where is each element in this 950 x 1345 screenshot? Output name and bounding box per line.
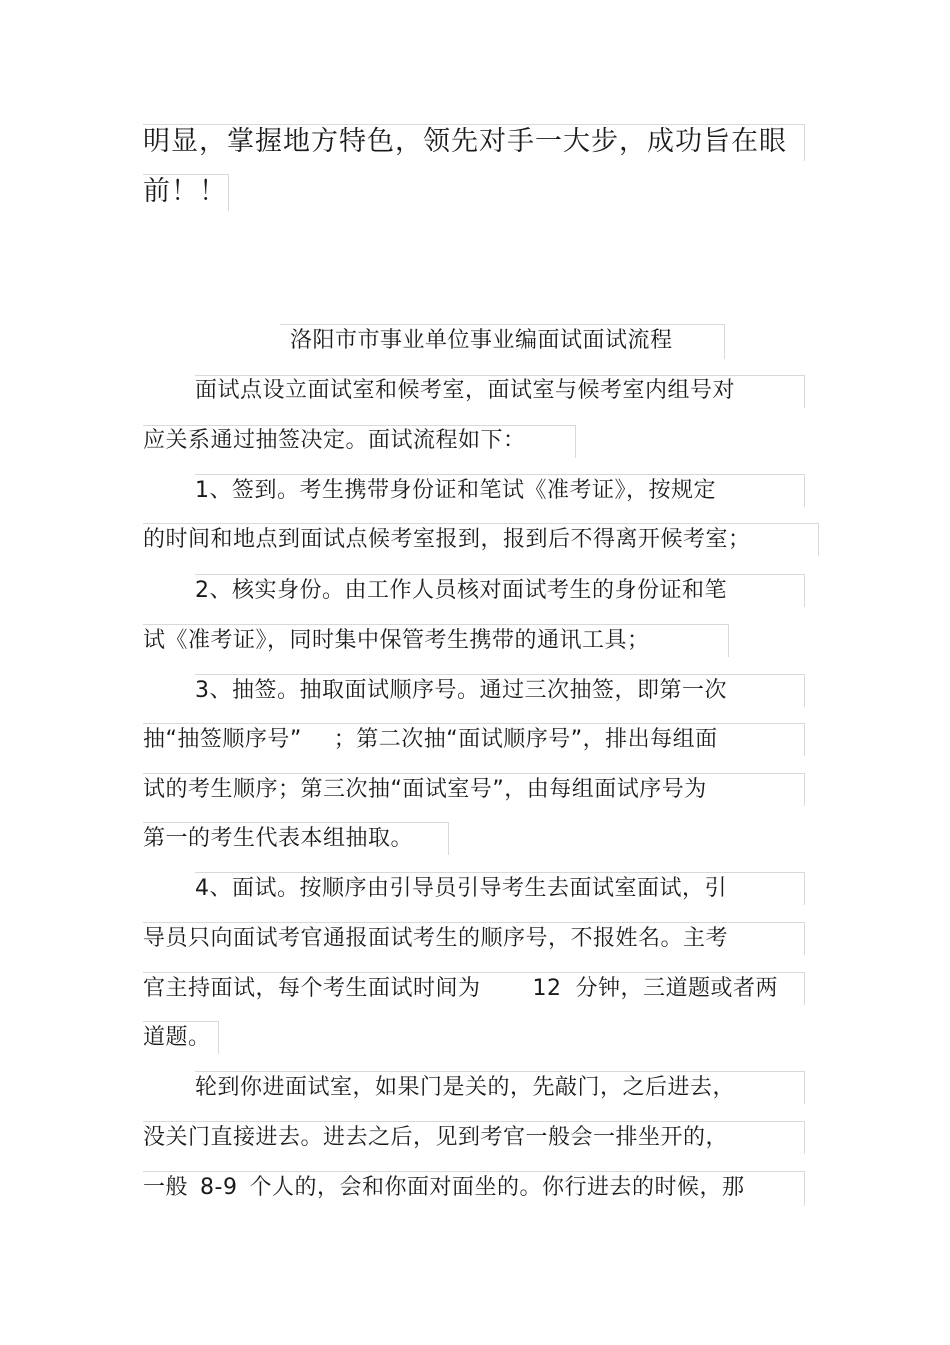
examiner-count: 8-9	[200, 1175, 238, 1200]
step-3-line: 试的考生顺序；第三次抽“面试室号”，由每组面试序号为	[143, 777, 707, 802]
paragraph-line	[143, 1173, 744, 1203]
paragraph-fragment: 个人的，会和你面对面坐的。你行进去的时候，那	[249, 1175, 745, 1200]
paragraph-line: 轮到你进面试室，如果门是关的，先敲门，之后进去，	[195, 1075, 736, 1100]
step-3-line	[143, 725, 718, 755]
paragraph-line: 应关系通过抽签决定。面试流程如下：	[143, 428, 526, 453]
step-3-fragment: ；第二次抽“面试顺序号”，排出每组面	[333, 727, 718, 752]
paragraph-line: 面试点设立面试室和候考室，面试室与候考室内组号对	[195, 378, 736, 403]
step-4-fragment: 官主持面试，每个考生面试时间为	[143, 976, 481, 1001]
step-2-line: 试《准考证》，同时集中保管考生携带的通讯工具；	[143, 628, 650, 653]
step-4-line: 4、面试。按顺序由引导员引导考生去面试室面试，引	[195, 876, 727, 901]
step-3-fragment: 抽“抽签顺序号”	[143, 727, 302, 752]
step-4-line	[143, 974, 778, 1004]
paragraph-line: 没关门直接进去。进去之后，见到考官一般会一排坐开的，	[143, 1125, 729, 1150]
step-4-line: 导员只向面试考官通报面试考生的顺序号，不报姓名。主考	[143, 926, 729, 951]
intro-line-2: 前！！	[143, 176, 227, 207]
step-1-line: 1、签到。考生携带身份证和笔试《准考证》，按规定	[195, 478, 716, 503]
step-4-line: 道题。	[143, 1025, 211, 1050]
step-4-fragment: 分钟，三道题或者两	[575, 976, 779, 1001]
page-title: 洛阳市市事业单位事业编面试面试流程	[290, 328, 673, 353]
step-3-line: 第一的考生代表本组抽取。	[143, 826, 414, 851]
intro-line-1: 明显，掌握地方特色，领先对手一大步，成功旨在眼	[143, 126, 787, 157]
paragraph-fragment: 一般	[143, 1175, 189, 1200]
step-2-line: 2、核实身份。由工作人员核对面试考生的身份证和笔	[195, 578, 727, 603]
step-1-line: 的时间和地点到面试点候考室报到，报到后不得离开候考室；	[143, 527, 751, 552]
interview-minutes: 12	[532, 976, 562, 1001]
step-3-line: 3、抽签。抽取面试顺序号。通过三次抽签，即第一次	[195, 678, 727, 703]
